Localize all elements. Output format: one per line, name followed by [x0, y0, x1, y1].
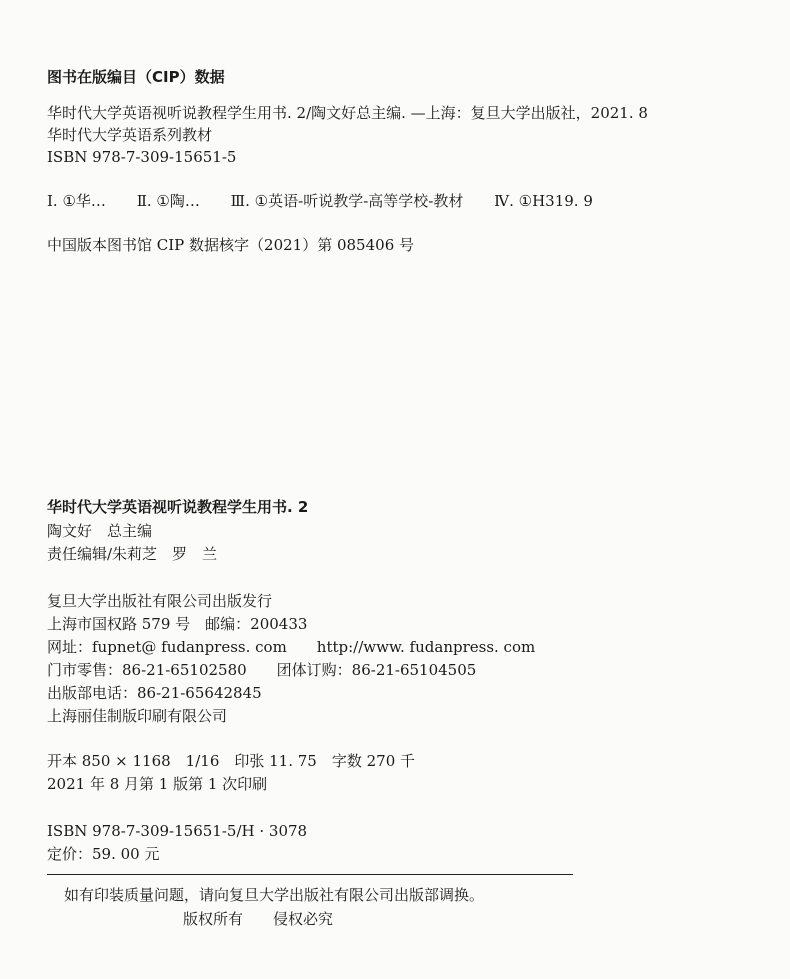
publisher-address: 上海市国权路 579 号 邮编：200433 — [47, 615, 308, 633]
edition-line: 2021 年 8 月第 1 版第 1 次印刷 — [47, 775, 268, 793]
cip-isbn-line: ISBN 978-7-309-15651-5 — [47, 148, 237, 166]
category-2: Ⅱ. ①陶… — [136, 192, 200, 210]
chief-editor: 陶文好 总主编 — [47, 522, 153, 540]
publisher-website: 网址：fupnet@ fudanpress. com http://www. fudanpress. com — [47, 638, 536, 656]
quality-notice: 如有印装质量问题，请向复旦大学出版社有限公司出版部调换。 — [64, 886, 485, 904]
rights-reserved: 版权所有 侵权必究 — [183, 910, 334, 928]
publisher-dept-phone: 出版部电话：86-21-65642845 — [47, 684, 262, 702]
category-1: Ⅰ. ①华… — [47, 192, 106, 210]
book-title: 华时代大学英语视听说教程学生用书. 2 — [47, 498, 309, 516]
publisher-retail-group: 门市零售：86-21-65102580 团体订购：86-21-65104505 — [47, 661, 477, 679]
category-3: Ⅲ. ①英语-听说教学-高等学校-教材 — [230, 192, 464, 210]
category-4: Ⅳ. ①H319. 9 — [494, 192, 593, 210]
cip-series-line: 华时代大学英语系列教材 — [47, 126, 213, 144]
printer-name: 上海丽佳制版印刷有限公司 — [47, 707, 228, 725]
price-line: 定价：59. 00 元 — [47, 845, 160, 863]
publisher-name: 复旦大学出版社有限公司出版发行 — [47, 592, 273, 610]
cip-title-line: 华时代大学英语视听说教程学生用书. 2/陶文好总主编. —上海：复旦大学出版社，2021. 8 — [47, 104, 648, 122]
cip-verification: 中国版本图书馆 CIP 数据核字（2021）第 085406 号 — [47, 236, 415, 254]
cip-heading: 图书在版编目（CIP）数据 — [47, 68, 225, 86]
cip-category-line — [47, 192, 619, 210]
format-line: 开本 850 × 1168 1/16 印张 11. 75 字数 270 千 — [47, 752, 416, 770]
responsible-editors: 责任编辑/朱莉芝 罗 兰 — [47, 545, 218, 563]
divider-rule — [47, 874, 573, 875]
isbn-full: ISBN 978-7-309-15651-5/H · 3078 — [47, 822, 308, 840]
